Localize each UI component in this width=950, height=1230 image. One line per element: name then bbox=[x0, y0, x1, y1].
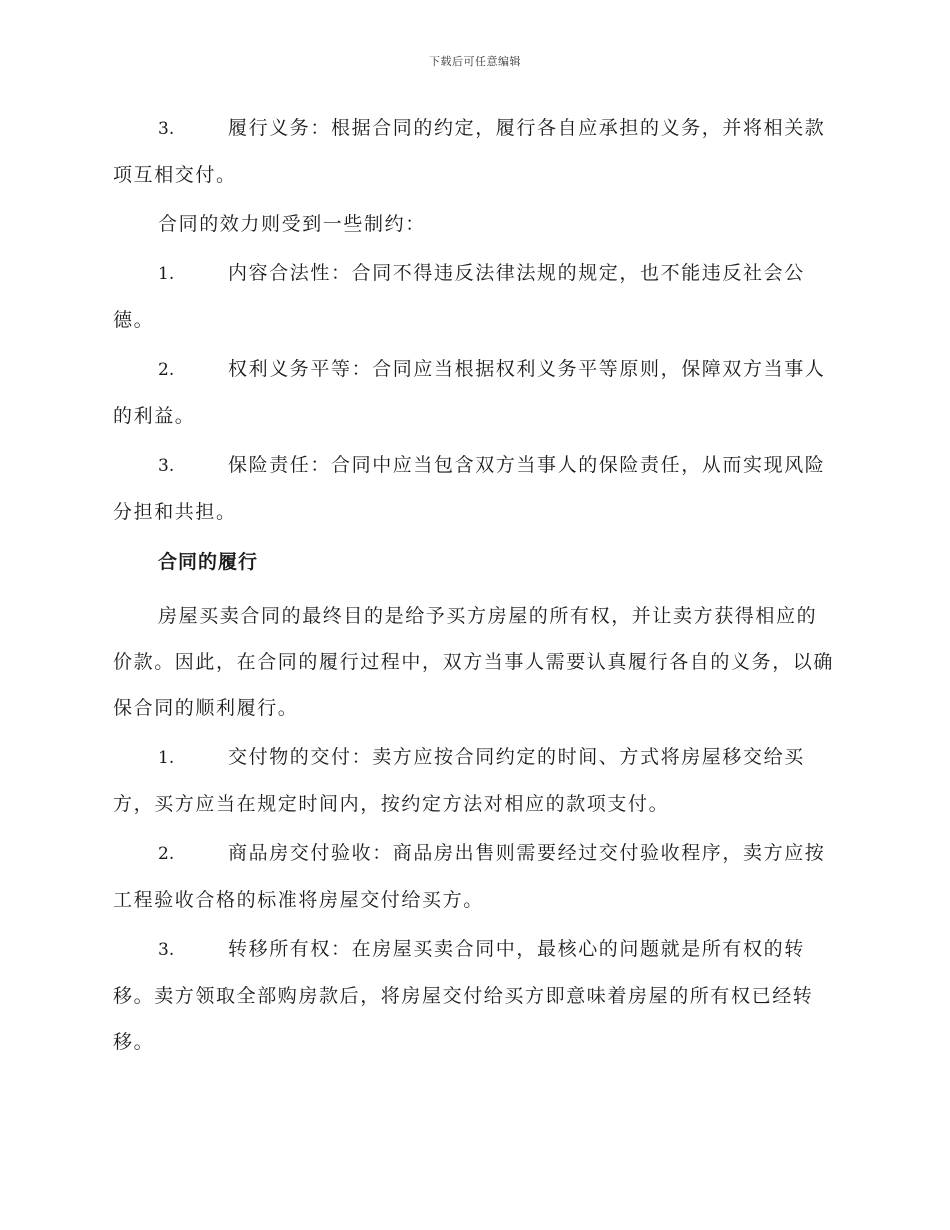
document-body bbox=[113, 105, 835, 1068]
paragraph: 房屋买卖合同的最终目的是给予买方房屋的所有权，并让卖方获得相应的价款。因此，在合同的履行过程中，双方当事人需要认真履行各自的义务，以确保合同的顺利履行。 bbox=[113, 605, 835, 719]
list-text: 内容合法性：合同不得违反法律法规的规定，也不能违反社会公德。 bbox=[113, 262, 805, 331]
list-number: 2. bbox=[158, 844, 175, 864]
list-item bbox=[113, 442, 835, 535]
list-text: 履行义务：根据合同的约定，履行各自应承担的义务，并将相关款项互相交付。 bbox=[113, 117, 826, 186]
list-text: 转移所有权：在房屋买卖合同中，最核心的问题就是所有权的转移。卖方领取全部购房款后，将房屋交付给买方即意味着房屋的所有权已经转移。 bbox=[113, 938, 814, 1053]
list-number: 1. bbox=[158, 264, 175, 284]
list-item bbox=[113, 346, 835, 439]
list-number: 1. bbox=[158, 748, 175, 768]
section-heading: 合同的履行 bbox=[158, 551, 259, 573]
list-item bbox=[113, 105, 835, 198]
header-note: 下载后可任意编辑 bbox=[429, 55, 521, 68]
list-text: 保险责任：合同中应当包含双方当事人的保险责任，从而实现风险分担和共担。 bbox=[113, 454, 826, 523]
list-number: 3. bbox=[158, 456, 175, 476]
list-text: 交付物的交付：卖方应按合同约定的时间、方式将房屋移交给买方，买方应当在规定时间内，按约定方法对相应的款项支付。 bbox=[113, 746, 805, 815]
list-item bbox=[113, 250, 835, 343]
paragraph: 合同的效力则受到一些制约： bbox=[158, 213, 426, 235]
list-text: 商品房交付验收：商品房出售则需要经过交付验收程序，卖方应按工程验收合格的标准将房屋交付给买方。 bbox=[113, 842, 826, 911]
list-number: 3. bbox=[158, 940, 175, 960]
list-item bbox=[113, 926, 835, 1065]
list-number: 3. bbox=[158, 119, 175, 139]
list-number: 2. bbox=[158, 360, 175, 380]
list-item bbox=[113, 734, 835, 827]
list-text: 权利义务平等：合同应当根据权利义务平等原则，保障双方当事人的利益。 bbox=[113, 358, 826, 427]
list-item bbox=[113, 830, 835, 923]
